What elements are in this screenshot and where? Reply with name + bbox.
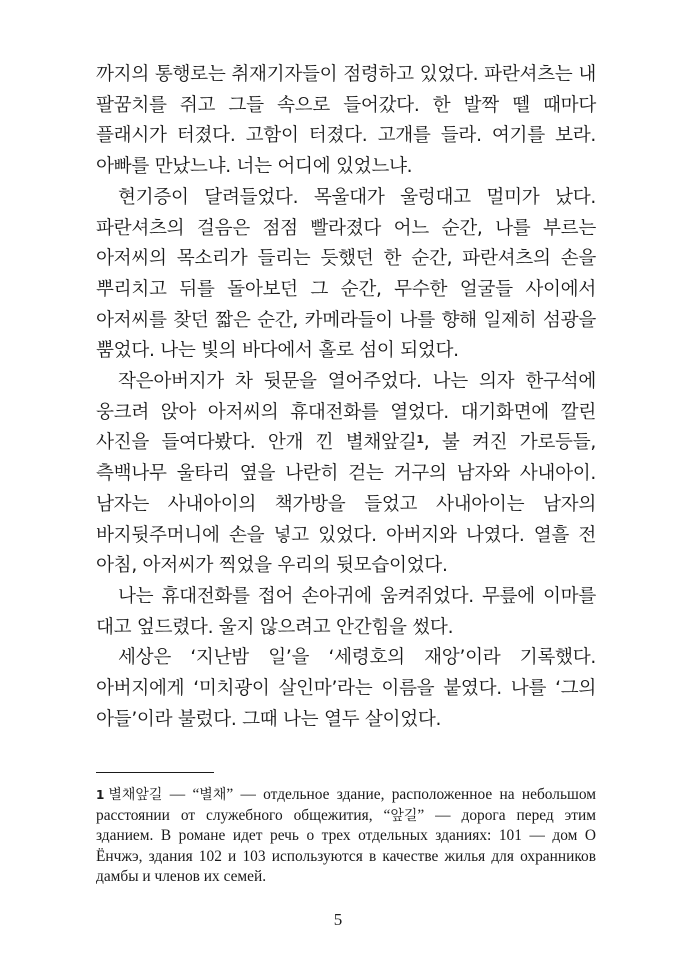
footnote-number: 1 — [96, 788, 105, 802]
paragraph-3-text-after: , 불 켜진 가로등들, 측백나무 울타리 옆을 나란히 걷는 거구의 남자와 사내아이. 남자는 사내아이의 책가방을 들었고 사내아이는 남자의 바지뒷주머니에 손을 넣고 있었다. 아버지와 나였다. 열흘 전 아침, 아저씨가 찍었을 우리의 뒷모습이었다. — [96, 432, 596, 577]
footnote-quoted-term-1: 별채 — [199, 787, 227, 803]
paragraph-3-text-before: 작은아버지가 차 뒷문을 열어주었다. 나는 의자 한구석에 웅크려 앉아 아저씨의 휴대전화를 열었다. 대기화면에 깔린 사진을 들여다봤다. 안개 낀 별채앞길 — [96, 371, 596, 454]
paragraph-4: 나는 휴대전화를 접어 손아귀에 움켜쥐었다. 무릎에 이마를 대고 엎드렸다. 울지 않으려고 안간힘을 썼다. — [96, 585, 596, 638]
footnote — [96, 785, 596, 888]
paragraph-2: 현기증이 달려들었다. 목울대가 울렁대고 멀미가 났다. 파란셔츠의 걸음은 점점 빨라졌다 어느 순간, 나를 부르는 아저씨의 목소리가 들리는 듯했던 한 순간, 파란셔츠의 손을 뿌리치고 뒤를 돌아보던 그 순간, 무수한 얼굴들 사이에서 아저씨를 찾던 짧은 순간, 카메라들이 나를 향해 일제히 섬광을 뿜었다. 나는 빛의 바다에서 홀로 섬이 되었다. — [96, 186, 596, 362]
main-text — [96, 60, 596, 735]
footnote-quoted-term-2: 앞길 — [390, 807, 418, 824]
footnote-text-2: ” — дорога перед этим зданием. В романе идет речь о трех отдельных зданиях: 101 — дом О Ёнчжэ, здания 102 и 103 используются в качестве жилья для охранников дамбы и членов их семей. — [96, 806, 596, 885]
paragraph-3 — [96, 367, 596, 582]
footnote-divider — [96, 772, 214, 773]
footnote-dash: — “ — [162, 786, 200, 803]
footnote-term: 별채앞길 — [108, 787, 163, 803]
paragraph-5: 세상은 ‘지난밤 일’을 ‘세령호의 재앙’이라 기록했다. 아버지에게 ‘미치광이 살인마’라는 이름을 붙였다. 나를 ‘그의 아들’이라 불렀다. 그때 나는 열두 살이었다. — [96, 647, 596, 730]
page-number: 5 — [333, 910, 343, 929]
footnote-reference: 1 — [416, 433, 424, 447]
paragraph-1: 까지의 통행로는 취재기자들이 점령하고 있었다. 파란셔츠는 내 팔꿈치를 쥐고 그들 속으로 들어갔다. 한 발짝 뗄 때마다 플래시가 터졌다. 고함이 터졌다. 고개를 들라. 여기를 보라. 아빠를 만났느냐. 너는 어디에 있었느냐. — [96, 64, 596, 178]
footnote-text-1: ” — отдельное здание, расположенное на небольшом расстоянии от служебного общежития, “ — [96, 786, 596, 824]
